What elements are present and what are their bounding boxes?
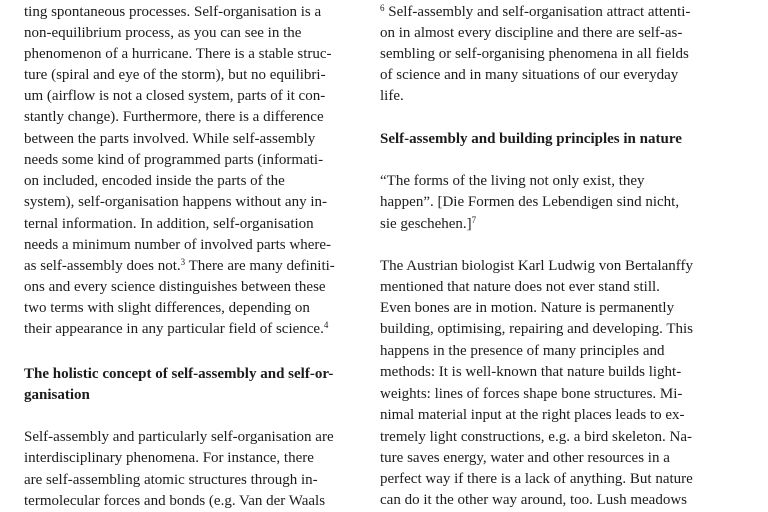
text-line: phenomenon of a hurricane. There is a stable struc- — [24, 46, 332, 62]
text-line: tremely light constructions, e.g. a bird skeleton. Na- — [380, 429, 693, 445]
text-line: two terms with slight differences, depending on — [24, 300, 310, 316]
text-line: weights: lines of forces shape bone structures. Mi- — [380, 386, 683, 402]
footnote-ref-4[interactable]: 4 — [323, 320, 329, 330]
heading-line: The holistic concept of self-assembly and self-or- — [24, 366, 334, 382]
text-line: between the parts involved. While self-assembly — [24, 131, 316, 147]
text-span: Self-assembly and self-organisation attract attenti- — [384, 4, 691, 20]
text-line: um (airflow is not a closed system, parts of it con- — [24, 88, 326, 104]
text-span: their appearance in any particular field of science. — [24, 321, 324, 337]
text-line: happens in the presence of many principles and — [380, 343, 665, 359]
text-line: The Austrian biologist Karl Ludwig von Bertalanffy — [380, 258, 694, 274]
text-line — [24, 319, 328, 340]
section-heading-building-principles: Self-assembly and building principles in nature — [380, 131, 682, 147]
text-line: needs some kind of programmed parts (informati- — [24, 152, 324, 168]
text-line: can do it the other way around, too. Lush meadows — [380, 492, 688, 508]
text-line: ons and every science distinguishes between these — [24, 279, 326, 295]
text-line: perfect way if there is a lack of anything. But nature — [380, 471, 693, 487]
text-line: system), self-organisation happens without any in- — [24, 194, 328, 210]
text-line: sembling or self-organising phenomena in all fields — [380, 46, 689, 62]
text-span: as self-assembly does not. — [24, 258, 181, 274]
text-line: are self-assembling atomic structures through in- — [24, 472, 318, 488]
text-line: needs a minimum number of involved parts where- — [24, 237, 332, 253]
text-span: There are many definiti- — [185, 258, 335, 274]
text-line: Self-assembly and particularly self-organisation are — [24, 429, 334, 445]
footnote-number: 6 — [380, 3, 385, 13]
text-line: on included, encoded inside the parts of the — [24, 173, 285, 189]
text-line: on in almost every discipline and there are self-as- — [380, 25, 683, 41]
footnote-ref-3[interactable]: 3 — [180, 257, 186, 267]
text-line: interdisciplinary phenomena. For instance, there — [24, 450, 314, 466]
text-line: of science and in many situations of our everyday — [380, 67, 679, 83]
text-line: methods: It is well-known that nature builds light- — [380, 364, 682, 380]
text-line: non-equilibrium process, as you can see in the — [24, 25, 302, 41]
text-line: Even bones are in motion. Nature is permanently — [380, 300, 675, 316]
text-line — [24, 256, 335, 277]
text-line — [380, 2, 690, 23]
text-line: ting spontaneous processes. Self-organisation is a — [24, 4, 322, 20]
quote-line: “The forms of the living not only exist, they — [380, 173, 645, 189]
heading-line: ganisation — [24, 387, 90, 403]
text-line: life. — [380, 88, 404, 104]
text-line: ture saves energy, water and other resources in a — [380, 450, 670, 466]
text-line: termolecular forces and bonds (e.g. Van der Waals — [24, 493, 326, 509]
text-line: building, optimising, repairing and developing. This — [380, 321, 694, 337]
text-line: ture (spiral and eye of the storm), but no equilibri- — [24, 67, 326, 83]
quote-line: happen”. [Die Formen des Lebendigen sind nicht, — [380, 194, 680, 210]
text-line: mentioned that nature does not ever stand still. — [380, 279, 660, 295]
text-line: nimal material input at the right places leads to ex- — [380, 407, 685, 423]
text-line: ternal information. In addition, self-organisation — [24, 216, 314, 232]
footnote-ref-7[interactable]: 7 — [471, 215, 477, 225]
text-line: stantly change). Furthermore, there is a difference — [24, 109, 324, 125]
text-span: sie geschehen.] — [380, 216, 472, 232]
quote-line — [380, 214, 476, 235]
